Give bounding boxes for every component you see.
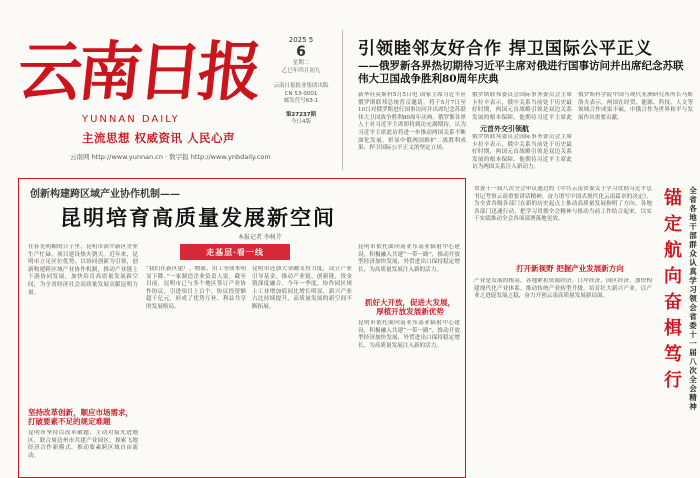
lead-story-subhead-2: 抓好大开放，促进大发展，厚植开放发展新优势 — [365, 298, 455, 316]
secondary-story-subhead: 打开新视野 把握产业发展新方向 — [516, 264, 624, 273]
lead-story-col1b: 昆明市坚持以改革破题，主动对接先进地区，联合周边州市共建产业园区，探索飞地经济合作新模式，推动要素跨区域自由流动。 — [28, 430, 138, 459]
lead-story-kicker: 创新构建跨区域产业协作机制—— — [30, 189, 180, 200]
issue-weekday: 星期二 — [292, 60, 310, 66]
lead-story-byline: 本报记者 李树芹 — [238, 234, 282, 241]
column-banner: 走基层·看一线 — [180, 244, 290, 260]
issue-lunar: 乙巳年四月初九 — [281, 67, 321, 74]
top-story-body: 新华社莫斯科5月5日电 国家主席习近平应俄罗斯联邦总统普京邀请，将于5月7日至10日对俄罗斯进行国事访问并出席纪念苏联伟大卫国战争胜利80周年庆典。俄罗斯各界人士对习近平主席即将到访充满期待，认为习近平主席此访将进一步推动两国关系不断深化发展，彰显中俄两国维护二战胜利成果、捍卫国际公平正义的坚定立场。 — [358, 92, 466, 152]
vertical-title[interactable]: 锚定航向奋楫笃行 — [664, 188, 682, 391]
issue-pages: 今日4版 — [291, 119, 311, 125]
secondary-story-col1: 省委十一届八次全会审议通过的《中共云南省委关于学习贯彻习近平总书记考察云南重要讲话精神，奋力谱写中国式现代化云南篇章的决定》，为全省各级各部门在新的历史起点上推动高质量发展指明了方向。各地各部门迅速行动，把学习贯彻全会精神与推动当前工作结合起来，以实干实绩推动全会各项部署落地见效。 — [474, 186, 652, 223]
top-story-col3: 俄罗斯科学院中国与现代亚洲研究所所长马斯洛夫表示，两国在经贸、能源、科技、人文等领域合作成果丰硕，中俄合作为世界和平与发展作出重要贡献。 — [578, 92, 693, 121]
top-story-subhead: ——俄罗新各界热切期待习近平主席对俄进行国事访问并出席纪念苏联伟大卫国战争胜利80周年庆典 — [358, 60, 684, 85]
lead-story-col2: “我们在新区建厂，物流、用工等成本明显下降。”一家制造企业负责人说。截至目前，昆明市已与多个地区签订产业协作协议，引进项目上百个，协议投资额超千亿元，形成了优势互补、利益共享的发展格局。 — [146, 266, 246, 310]
top-story-headline[interactable]: 引领睦邻友好合作 捍卫国际公平正义 — [358, 39, 653, 59]
lead-story-col4: 昆明市依托面向南亚东南亚辐射中心建设，积极融入共建“一带一路”，推动开放型经济加快发展，外贸进出口保持稳定增长，为高质量发展注入新的活力。 — [358, 244, 460, 273]
lead-story-title[interactable]: 昆明培育高质量发展新空间 — [60, 205, 336, 230]
secondary-story-col2: 产业是发展的根基。各地紧扣资源经济、口岸经济、园区经济，加快构建现代化产业体系，推动传统产业转型升级，培育壮大新兴产业，以产业之进促发展之稳，奋力开创云南高质量发展新局面。 — [474, 278, 652, 300]
masthead-logo: 云南日报 — [14, 35, 262, 110]
top-story-subsection: 元首外交引领航 — [480, 124, 529, 133]
issue-number: 第27237期 — [285, 111, 317, 118]
issue-date: 2025 5 — [288, 36, 314, 44]
masthead-english: YUNNAN DAILY — [82, 114, 180, 125]
masthead-url-row[interactable]: 云南网 http://www.yunnan.cn · 数字报 http://www.ynbdaily.com — [70, 153, 271, 161]
issue-day: 6 — [296, 44, 306, 60]
lead-story-subhead-1: 坚持改革创新，顺应市场需求，打破要素不足的规定难题 — [28, 408, 133, 426]
issue-post-code: 邮发代号63-1 — [283, 98, 319, 104]
lead-story-col3: 昆明市还加大金融支持力度，设立产业引导基金，推动产业链、创新链、资金链深度融合。今年一季度，协作园区规上工业增加值同比增长明显，新兴产业占比持续提升，高质量发展的新空间不断拓展。 — [252, 266, 352, 310]
vertical-subtitle: 全省各地干部群众认真学习领会省委十一届八次全会精神 — [689, 186, 697, 411]
issue-cn-number: CN 53-0001 — [284, 90, 318, 97]
issue-publisher: 云南日报报业集团出版 — [273, 83, 329, 89]
masthead-slogan: 主流思想 权威资讯 人民心声 — [82, 131, 236, 145]
lead-story-col1: 在春光明媚的日子里，昆明市滇中新区企业生产忙碌，项目建设热火朝天。近年来，昆明市立足区位优势，以协同创新为引领，创新构建跨区域产业协作机制，推动产业链上下游协同发展，加快培育高质量发展新空间，为全省经济社会高质量发展贡献昆明力量。 — [28, 244, 138, 296]
top-story-col2: 俄罗斯联邦委员会国际事务委员会主席卡拉辛表示，俄中关系当前处于历史最好时期，两国元首战略引领是双边关系发展的根本保障。他期待习近平主席此 — [472, 92, 572, 120]
top-story-col2b: 俄罗斯联邦委员会国际事务委员会主席卡拉辛表示，俄中关系当前处于历史最好时期，两国元首战略引领是双边关系发展的根本保障。他期待习近平主席此访为两国关系注入新动力。 — [472, 134, 572, 171]
divider — [342, 30, 343, 170]
issue-info — [266, 36, 336, 127]
lead-story-col4b: 昆明市依托面向南亚东南亚辐射中心建设，积极融入共建“一带一路”，推动开放型经济加快发展，外贸进出口保持稳定增长，为高质量发展注入新的活力。 — [358, 320, 460, 349]
